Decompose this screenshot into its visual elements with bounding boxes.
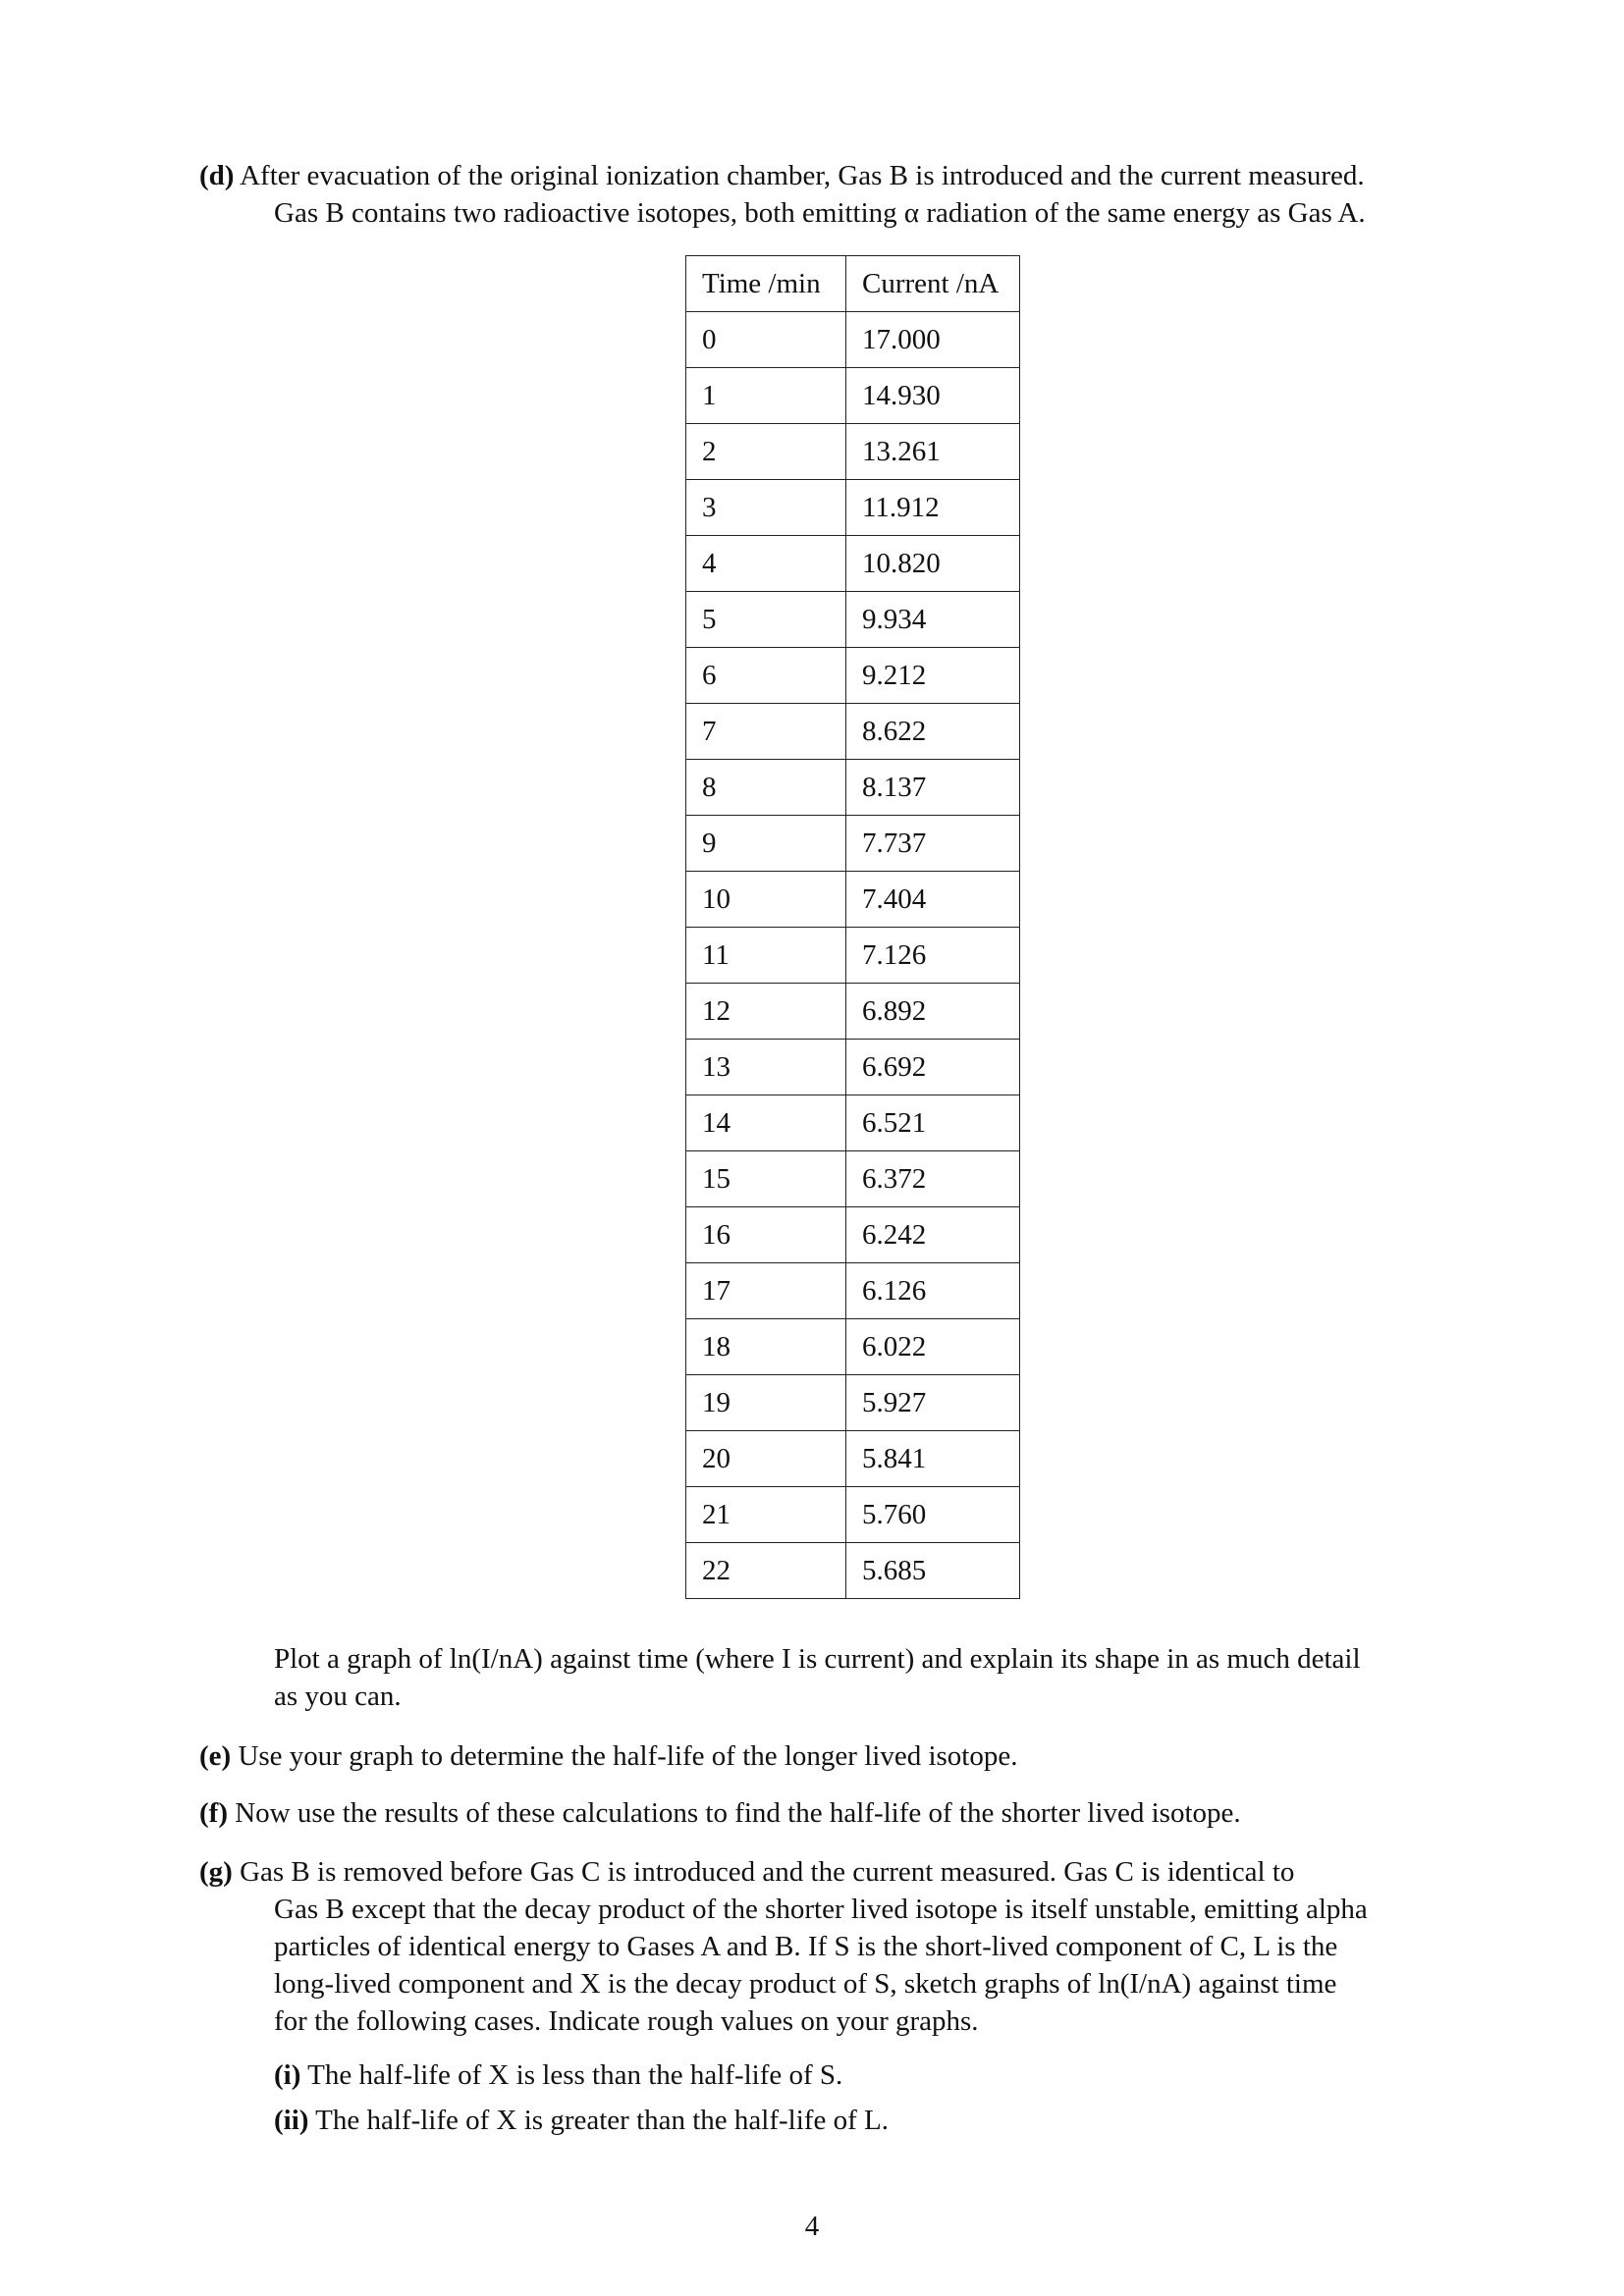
column-header-current: Current /nA bbox=[846, 256, 1020, 312]
time-cell: 21 bbox=[686, 1487, 846, 1543]
current-cell: 10.820 bbox=[846, 536, 1020, 592]
time-cell: 17 bbox=[686, 1263, 846, 1319]
table-row bbox=[686, 424, 1020, 480]
current-cell: 6.372 bbox=[846, 1151, 1020, 1207]
part-g-i-label: (i) bbox=[274, 2059, 301, 2091]
current-cell: 9.934 bbox=[846, 592, 1020, 648]
table-row bbox=[686, 1095, 1020, 1151]
current-cell: 6.242 bbox=[846, 1207, 1020, 1263]
part-g-question bbox=[199, 1853, 1438, 2040]
current-cell: 9.212 bbox=[846, 648, 1020, 704]
part-g-ii-text: The half-life of X is greater than the half-life of L. bbox=[315, 2105, 889, 2136]
current-cell: 6.892 bbox=[846, 984, 1020, 1040]
current-cell: 6.521 bbox=[846, 1095, 1020, 1151]
part-e-question bbox=[199, 1737, 1438, 1775]
table-row bbox=[686, 1375, 1020, 1431]
time-cell: 12 bbox=[686, 984, 846, 1040]
time-cell: 16 bbox=[686, 1207, 846, 1263]
current-cell: 11.912 bbox=[846, 480, 1020, 536]
part-f-question bbox=[199, 1794, 1438, 1832]
table-row bbox=[686, 1151, 1020, 1207]
time-cell: 20 bbox=[686, 1431, 846, 1487]
current-cell: 14.930 bbox=[846, 368, 1020, 424]
table-row bbox=[686, 1263, 1020, 1319]
part-f-text: Now use the results of these calculations to find the half-life of the shorter lived isotope. bbox=[235, 1797, 1241, 1829]
time-cell: 22 bbox=[686, 1543, 846, 1599]
current-cell: 13.261 bbox=[846, 424, 1020, 480]
current-cell: 7.737 bbox=[846, 816, 1020, 872]
plot-instruction-line2: as you can. bbox=[274, 1681, 402, 1712]
part-g-i-question bbox=[274, 2056, 1438, 2094]
plot-instruction bbox=[274, 1640, 1438, 1715]
table-row bbox=[686, 480, 1020, 536]
table-row bbox=[686, 1040, 1020, 1095]
time-cell: 0 bbox=[686, 312, 846, 368]
table-row bbox=[686, 1207, 1020, 1263]
table-row bbox=[686, 928, 1020, 984]
part-g-line5: for the following cases. Indicate rough values on your graphs. bbox=[274, 2005, 979, 2037]
current-cell: 6.692 bbox=[846, 1040, 1020, 1095]
column-header-time: Time /min bbox=[686, 256, 846, 312]
page-number: 4 bbox=[804, 2211, 820, 2242]
time-cell: 3 bbox=[686, 480, 846, 536]
table-header-row bbox=[686, 256, 1020, 312]
time-cell: 5 bbox=[686, 592, 846, 648]
part-g-label: (g) bbox=[199, 1856, 233, 1888]
time-cell: 7 bbox=[686, 704, 846, 760]
current-cell: 7.404 bbox=[846, 872, 1020, 928]
time-cell: 10 bbox=[686, 872, 846, 928]
part-g-line4: long-lived component and X is the decay product of S, sketch graphs of ln(I/nA) against time bbox=[274, 1968, 1337, 2000]
table-row bbox=[686, 312, 1020, 368]
table-row bbox=[686, 1543, 1020, 1599]
table-row bbox=[686, 984, 1020, 1040]
part-g-ii-question bbox=[274, 2102, 1438, 2139]
part-g-line3: particles of identical energy to Gases A and B. If S is the short-lived component of C, L is the bbox=[274, 1931, 1338, 1962]
part-d-line2: Gas B contains two radioactive isotopes, both emitting α radiation of the same energy as Gas A. bbox=[274, 197, 1366, 229]
plot-instruction-line1: Plot a graph of ln(I/nA) against time (where I is current) and explain its shape in as much detail bbox=[274, 1643, 1361, 1675]
table-row bbox=[686, 368, 1020, 424]
current-cell: 6.126 bbox=[846, 1263, 1020, 1319]
part-g-i-text: The half-life of X is less than the half-life of S. bbox=[307, 2059, 843, 2091]
time-cell: 14 bbox=[686, 1095, 846, 1151]
time-cell: 1 bbox=[686, 368, 846, 424]
time-cell: 8 bbox=[686, 760, 846, 816]
current-cell: 8.137 bbox=[846, 760, 1020, 816]
table-row bbox=[686, 648, 1020, 704]
current-cell: 6.022 bbox=[846, 1319, 1020, 1375]
table-row bbox=[686, 592, 1020, 648]
part-g-ii-label: (ii) bbox=[274, 2105, 309, 2136]
current-cell: 5.927 bbox=[846, 1375, 1020, 1431]
time-cell: 18 bbox=[686, 1319, 846, 1375]
table-row bbox=[686, 872, 1020, 928]
time-cell: 15 bbox=[686, 1151, 846, 1207]
table-row bbox=[686, 536, 1020, 592]
part-d-question bbox=[199, 157, 1438, 232]
part-d-label: (d) bbox=[199, 160, 235, 191]
table-row bbox=[686, 1431, 1020, 1487]
time-cell: 13 bbox=[686, 1040, 846, 1095]
time-cell: 4 bbox=[686, 536, 846, 592]
part-f-label: (f) bbox=[199, 1797, 228, 1829]
part-e-text: Use your graph to determine the half-life of the longer lived isotope. bbox=[238, 1740, 1018, 1772]
part-e-label: (e) bbox=[199, 1740, 232, 1772]
current-cell: 5.841 bbox=[846, 1431, 1020, 1487]
current-cell: 8.622 bbox=[846, 704, 1020, 760]
part-g-line2: Gas B except that the decay product of the shorter lived isotope is itself unstable, emitting alpha bbox=[274, 1894, 1368, 1925]
current-cell: 5.685 bbox=[846, 1543, 1020, 1599]
time-cell: 9 bbox=[686, 816, 846, 872]
table-row bbox=[686, 816, 1020, 872]
current-cell: 7.126 bbox=[846, 928, 1020, 984]
table-row bbox=[686, 704, 1020, 760]
time-current-table bbox=[685, 255, 1020, 1599]
table-row bbox=[686, 1319, 1020, 1375]
table-body bbox=[686, 312, 1020, 1599]
time-cell: 6 bbox=[686, 648, 846, 704]
part-d-line1: After evacuation of the original ionization chamber, Gas B is introduced and the current measured. bbox=[240, 160, 1365, 191]
time-cell: 11 bbox=[686, 928, 846, 984]
time-cell: 2 bbox=[686, 424, 846, 480]
current-cell: 17.000 bbox=[846, 312, 1020, 368]
table-row bbox=[686, 760, 1020, 816]
table-row bbox=[686, 1487, 1020, 1543]
part-g-line1: Gas B is removed before Gas C is introduced and the current measured. Gas C is identical to bbox=[240, 1856, 1295, 1888]
time-cell: 19 bbox=[686, 1375, 846, 1431]
current-cell: 5.760 bbox=[846, 1487, 1020, 1543]
